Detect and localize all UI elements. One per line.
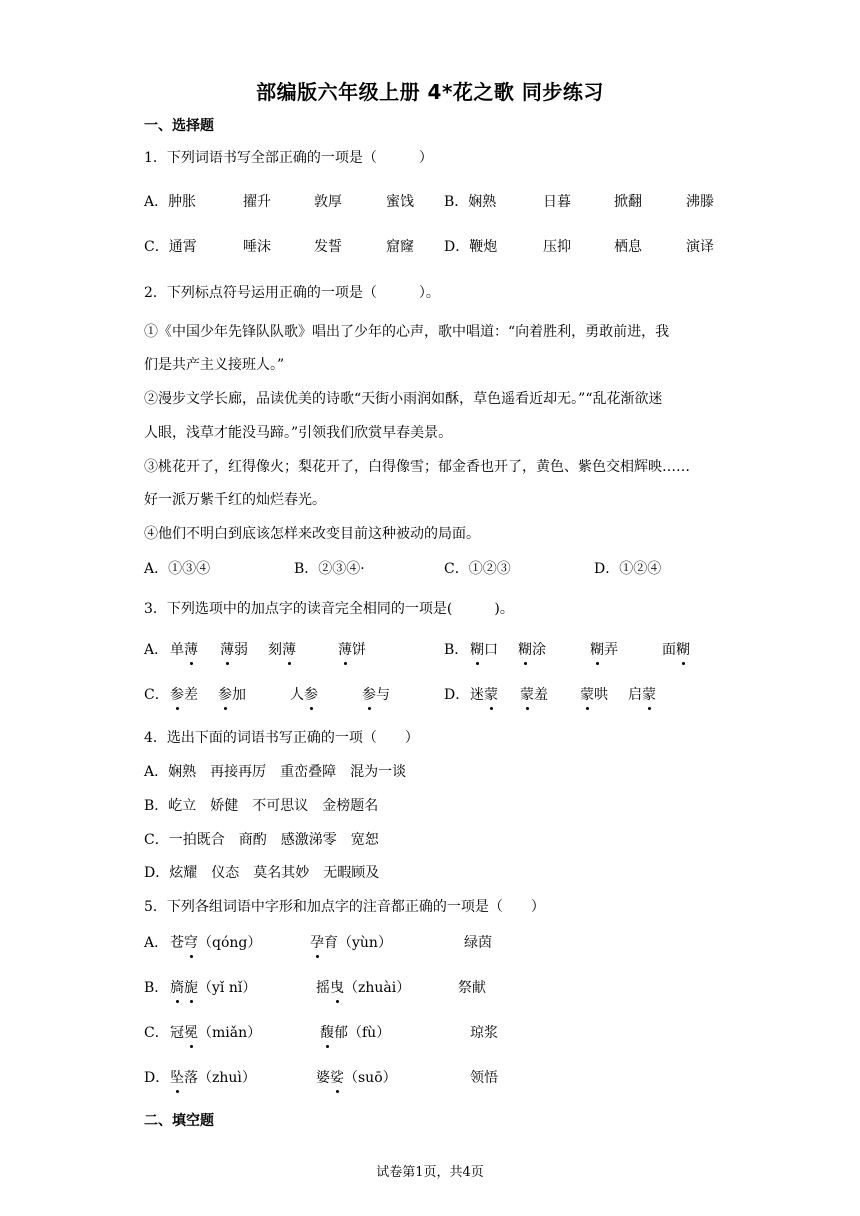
q2-sentence-1-line-1: ①《中国少年先锋队队歌》唱出了少年的心声，歌中唱道：“向着胜利，勇敢前进，我 xyxy=(144,324,670,340)
q1-option-d-word-1: D．鞭炮 xyxy=(444,239,498,255)
q3-option-a-word-2: 薄弱 xyxy=(220,639,248,659)
q3-option-a-word-3: 刻薄 xyxy=(268,639,296,659)
q5-option-d-label: D． xyxy=(144,1070,170,1086)
q1-option-c-word-4: 窟窿 xyxy=(386,239,414,255)
q3-option-c-label: C． xyxy=(144,687,169,703)
q3-option-b-word-2: 糊涂 xyxy=(518,639,546,659)
q1-option-a-word-3: 敦厚 xyxy=(314,194,342,210)
page-footer: 试卷第1页，共4页 xyxy=(376,1165,484,1180)
q5-option-c-word-3: 琼浆 xyxy=(470,1025,498,1041)
section-heading-fill: 二、填空题 xyxy=(144,1113,214,1129)
q2-sentence-2-line-1: ②漫步文学长廊，品读优美的诗歌“天街小雨润如酥，草色遥看近却无。”“乱花渐欲迷 xyxy=(144,391,663,407)
q2-sentence-1-line-2: 们是共产主义接班人。” xyxy=(144,357,285,373)
q5-option-c-label: C． xyxy=(144,1025,169,1041)
question-1-stem: 1．下列词语书写全部正确的一项是（ ） xyxy=(144,150,433,166)
q5-option-c-word-2: 馥郁（fù） xyxy=(320,1022,390,1042)
q1-option-c-word-1: C．通霄 xyxy=(144,239,197,255)
q1-option-a-word-1: A．肿胀 xyxy=(144,194,197,210)
q3-option-b-word-3: 糊弄 xyxy=(590,639,618,659)
q2-sentence-3-line-1: ③桃花开了，红得像火；梨花开了，白得像雪；郁金香也开了，黄色、紫色交相辉映…… xyxy=(144,459,690,475)
q5-option-d-word-3: 领悟 xyxy=(470,1070,498,1086)
q3-option-c-word-4: 参与 xyxy=(362,684,390,704)
q4-option-b: B．屹立 娇健 不可思议 金榜题名 xyxy=(144,798,379,814)
q5-option-a-word-2: 孕育（yùn） xyxy=(310,932,392,952)
question-3-stem: 3．下列选项中的加点字的读音完全相同的一项是( )。 xyxy=(144,601,514,617)
page-title: 部编版六年级上册 4*花之歌 同步练习 xyxy=(256,80,604,104)
q1-option-b-word-4: 沸滕 xyxy=(686,194,714,210)
q3-option-d-word-3: 蒙哄 xyxy=(580,684,608,704)
q3-option-a-word-1: 单薄 xyxy=(170,639,198,659)
q4-option-d: D．炫耀 仪态 莫名其妙 无暇顾及 xyxy=(144,865,380,881)
question-2-stem: 2．下列标点符号运用正确的一项是（ ）。 xyxy=(144,285,440,301)
q1-option-a-word-4: 蜜饯 xyxy=(386,194,414,210)
q3-option-d-word-4: 启蒙 xyxy=(628,684,656,704)
q5-option-d-word-1: 坠落（zhuì） xyxy=(170,1067,256,1087)
q3-option-a-word-4: 薄饼 xyxy=(338,639,366,659)
q2-option-d: D．①②④ xyxy=(594,561,662,577)
q5-option-b-word-3: 祭献 xyxy=(458,980,486,996)
question-5-stem: 5．下列各组词语中字形和加点字的注音都正确的一项是（ ） xyxy=(144,899,545,915)
q3-option-d-word-2: 蒙羞 xyxy=(520,684,548,704)
q2-sentence-4: ④他们不明白到底该怎样来改变目前这种被动的局面。 xyxy=(144,526,480,542)
q1-option-a-word-2: 擢升 xyxy=(243,194,271,210)
q3-option-b-word-1: 糊口 xyxy=(470,639,498,659)
q1-option-d-word-3: 栖息 xyxy=(614,239,642,255)
question-4-stem: 4．选出下面的词语书写正确的一项（ ） xyxy=(144,730,419,746)
q1-option-b-word-3: 掀翻 xyxy=(614,194,642,210)
q3-option-c-word-1: 参差 xyxy=(170,684,198,704)
q1-option-c-word-3: 发誓 xyxy=(314,239,342,255)
q5-option-a-label: A． xyxy=(144,935,169,951)
q3-option-b-label: B． xyxy=(444,642,469,658)
q1-option-d-word-4: 演译 xyxy=(686,239,714,255)
q4-option-c: C．一拍既合 商酌 感激涕零 宽恕 xyxy=(144,832,379,848)
q3-option-b-word-4: 面糊 xyxy=(662,639,690,659)
q4-option-a: A．娴熟 再接再厉 重峦叠障 混为一谈 xyxy=(144,764,407,780)
section-heading-choice: 一、选择题 xyxy=(144,118,214,134)
q3-option-c-word-2: 参加 xyxy=(218,684,246,704)
q3-option-d-word-1: 迷蒙 xyxy=(470,684,498,704)
q5-option-b-word-2: 摇曳（zhuài） xyxy=(316,977,410,997)
q2-option-c: C．①②③ xyxy=(444,561,511,577)
q2-sentence-2-line-2: 人眼，浅草才能没马蹄。”引领我们欣赏早春美景。 xyxy=(144,425,453,441)
q3-option-d-label: D． xyxy=(444,687,470,703)
q5-option-d-word-2: 婆娑（suō） xyxy=(316,1067,397,1087)
q1-option-c-word-2: 唾沫 xyxy=(243,239,271,255)
q5-option-a-word-3: 绿茵 xyxy=(464,935,492,951)
q5-option-b-word-1: 旖旎（yǐ nǐ） xyxy=(170,977,256,997)
q1-option-d-word-2: 压抑 xyxy=(543,239,571,255)
q1-option-b-word-1: B．娴熟 xyxy=(444,194,497,210)
q5-option-b-label: B． xyxy=(144,980,169,996)
q5-option-a-word-1: 苍穹（qóng） xyxy=(170,932,261,952)
q2-option-b: B．②③④· xyxy=(294,561,365,577)
q5-option-c-word-1: 冠冕（miǎn） xyxy=(170,1022,261,1042)
q3-option-c-word-3: 人参 xyxy=(290,684,318,704)
q2-option-a: A．①③④ xyxy=(144,561,211,577)
q3-option-a-label: A． xyxy=(144,642,169,658)
q2-sentence-3-line-2: 好一派万紫千红的灿烂春光。 xyxy=(144,492,326,508)
q1-option-b-word-2: 日暮 xyxy=(543,194,571,210)
